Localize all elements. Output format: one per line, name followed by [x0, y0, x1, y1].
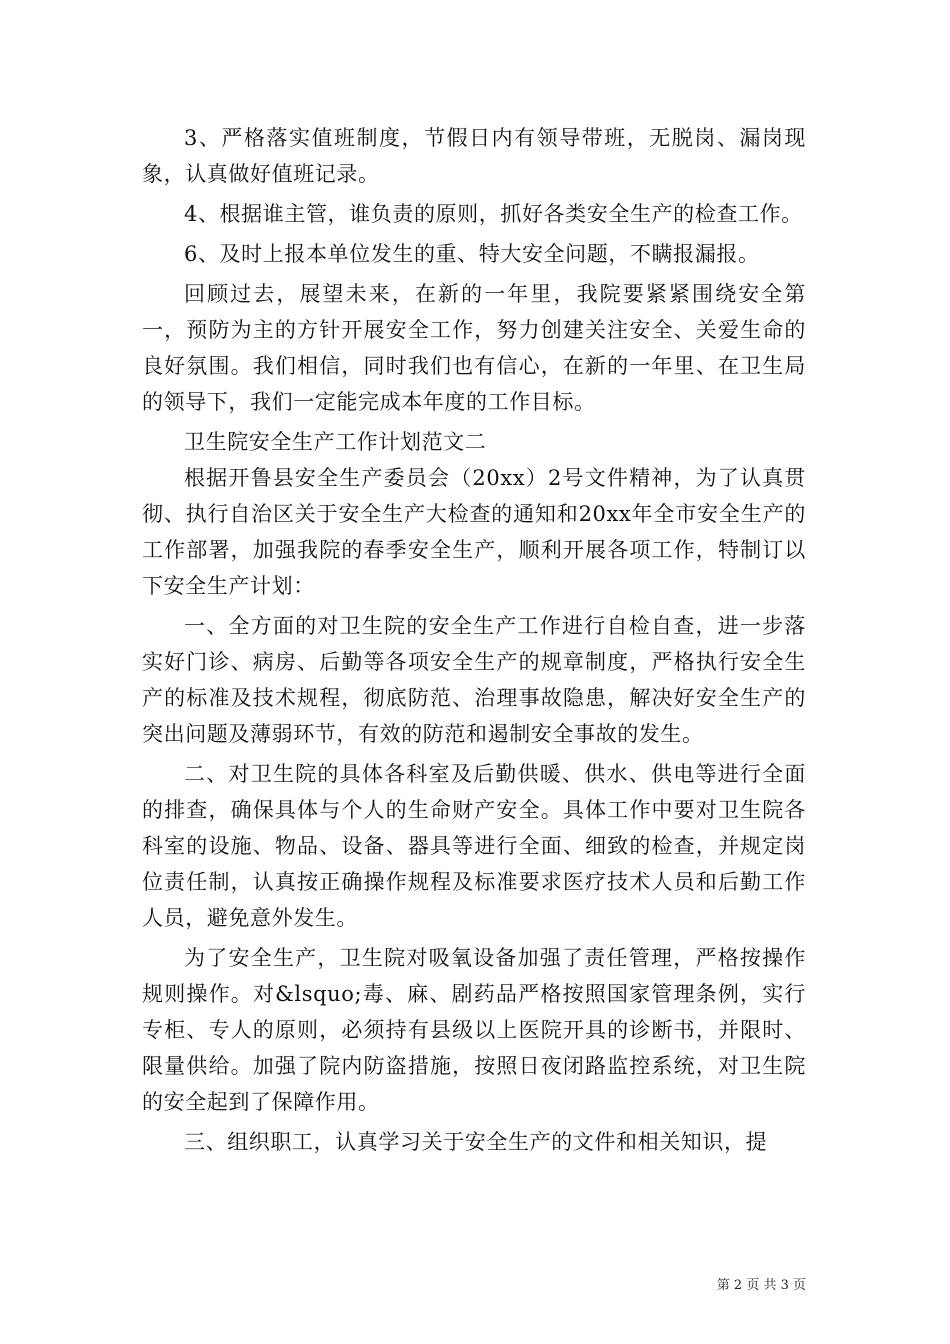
paragraph-item-two: 二、对卫生院的具体各科室及后勤供暖、供水、供电等进行全面的排查，确保具体与个人的生命财产安全。具体工作中要对卫生院各科室的设施、物品、设备、器具等进行全面、细致的检查，并规定岗位责任制，认真按正确操作规程及标准要求医疗技术人员和后勤工作人员，避免意外发生。: [142, 762, 806, 930]
document-body: [142, 120, 806, 1160]
paragraph-responsibility: 4、根据谁主管，谁负责的原则，抓好各类安全生产的检查工作。: [184, 202, 803, 226]
paragraph-review: 回顾过去，展望未来，在新的一年里，我院要紧紧围绕安全第一，预防为主的方针开展安全工作，努力创建关注安全、关爱生命的良好氛围。我们相信，同时我们也有信心，在新的一年里、在卫生局的领导下，我们一定能完成本年度的工作目标。: [142, 282, 806, 414]
paragraph-item-three: 三、组织职工，认真学习关于安全生产的文件和相关知识，提: [184, 1130, 768, 1154]
paragraph-item-one: 一、全方面的对卫生院的安全生产工作进行自检自查，进一步落实好门诊、病房、后勤等各项安全生产的规章制度，严格执行安全生产的标准及技术规程，彻底防范、治理事故隐患，解决好安全生产的突出问题及薄弱环节，有效的防范和遏制安全事故的发生。: [142, 614, 806, 746]
section-heading: 卫生院安全生产工作计划范文二: [184, 430, 487, 454]
page-number: 第 2 页 共 3 页: [716, 1278, 806, 1293]
paragraph-oxygen: 为了安全生产，卫生院对吸氧设备加强了责任管理，严格按操作规则操作。对&lsquo;毒、麻、剧药品严格按照国家管理条例，实行专柜、专人的原则，必须持有县级以上医院开具的诊断书，并限时、限量供给。加强了院内防盗措施，按照日夜闭路监控系统，对卫生院的安全起到了保障作用。: [142, 946, 806, 1114]
paragraph-duty-system: 3、严格落实值班制度，节假日内有领导带班，无脱岗、漏岗现象，认真做好值班记录。: [142, 126, 806, 186]
paragraph-intro: 根据开鲁县安全生产委员会（20xx）2号文件精神，为了认真贯彻、执行自治区关于安全生产大检查的通知和20xx年全市安全生产的工作部署，加强我院的春季安全生产，顺利开展各项工作，特制订以下安全生产计划：: [142, 466, 806, 598]
paragraph-reporting: 6、及时上报本单位发生的重、特大安全问题，不瞒报漏报。: [184, 242, 760, 266]
